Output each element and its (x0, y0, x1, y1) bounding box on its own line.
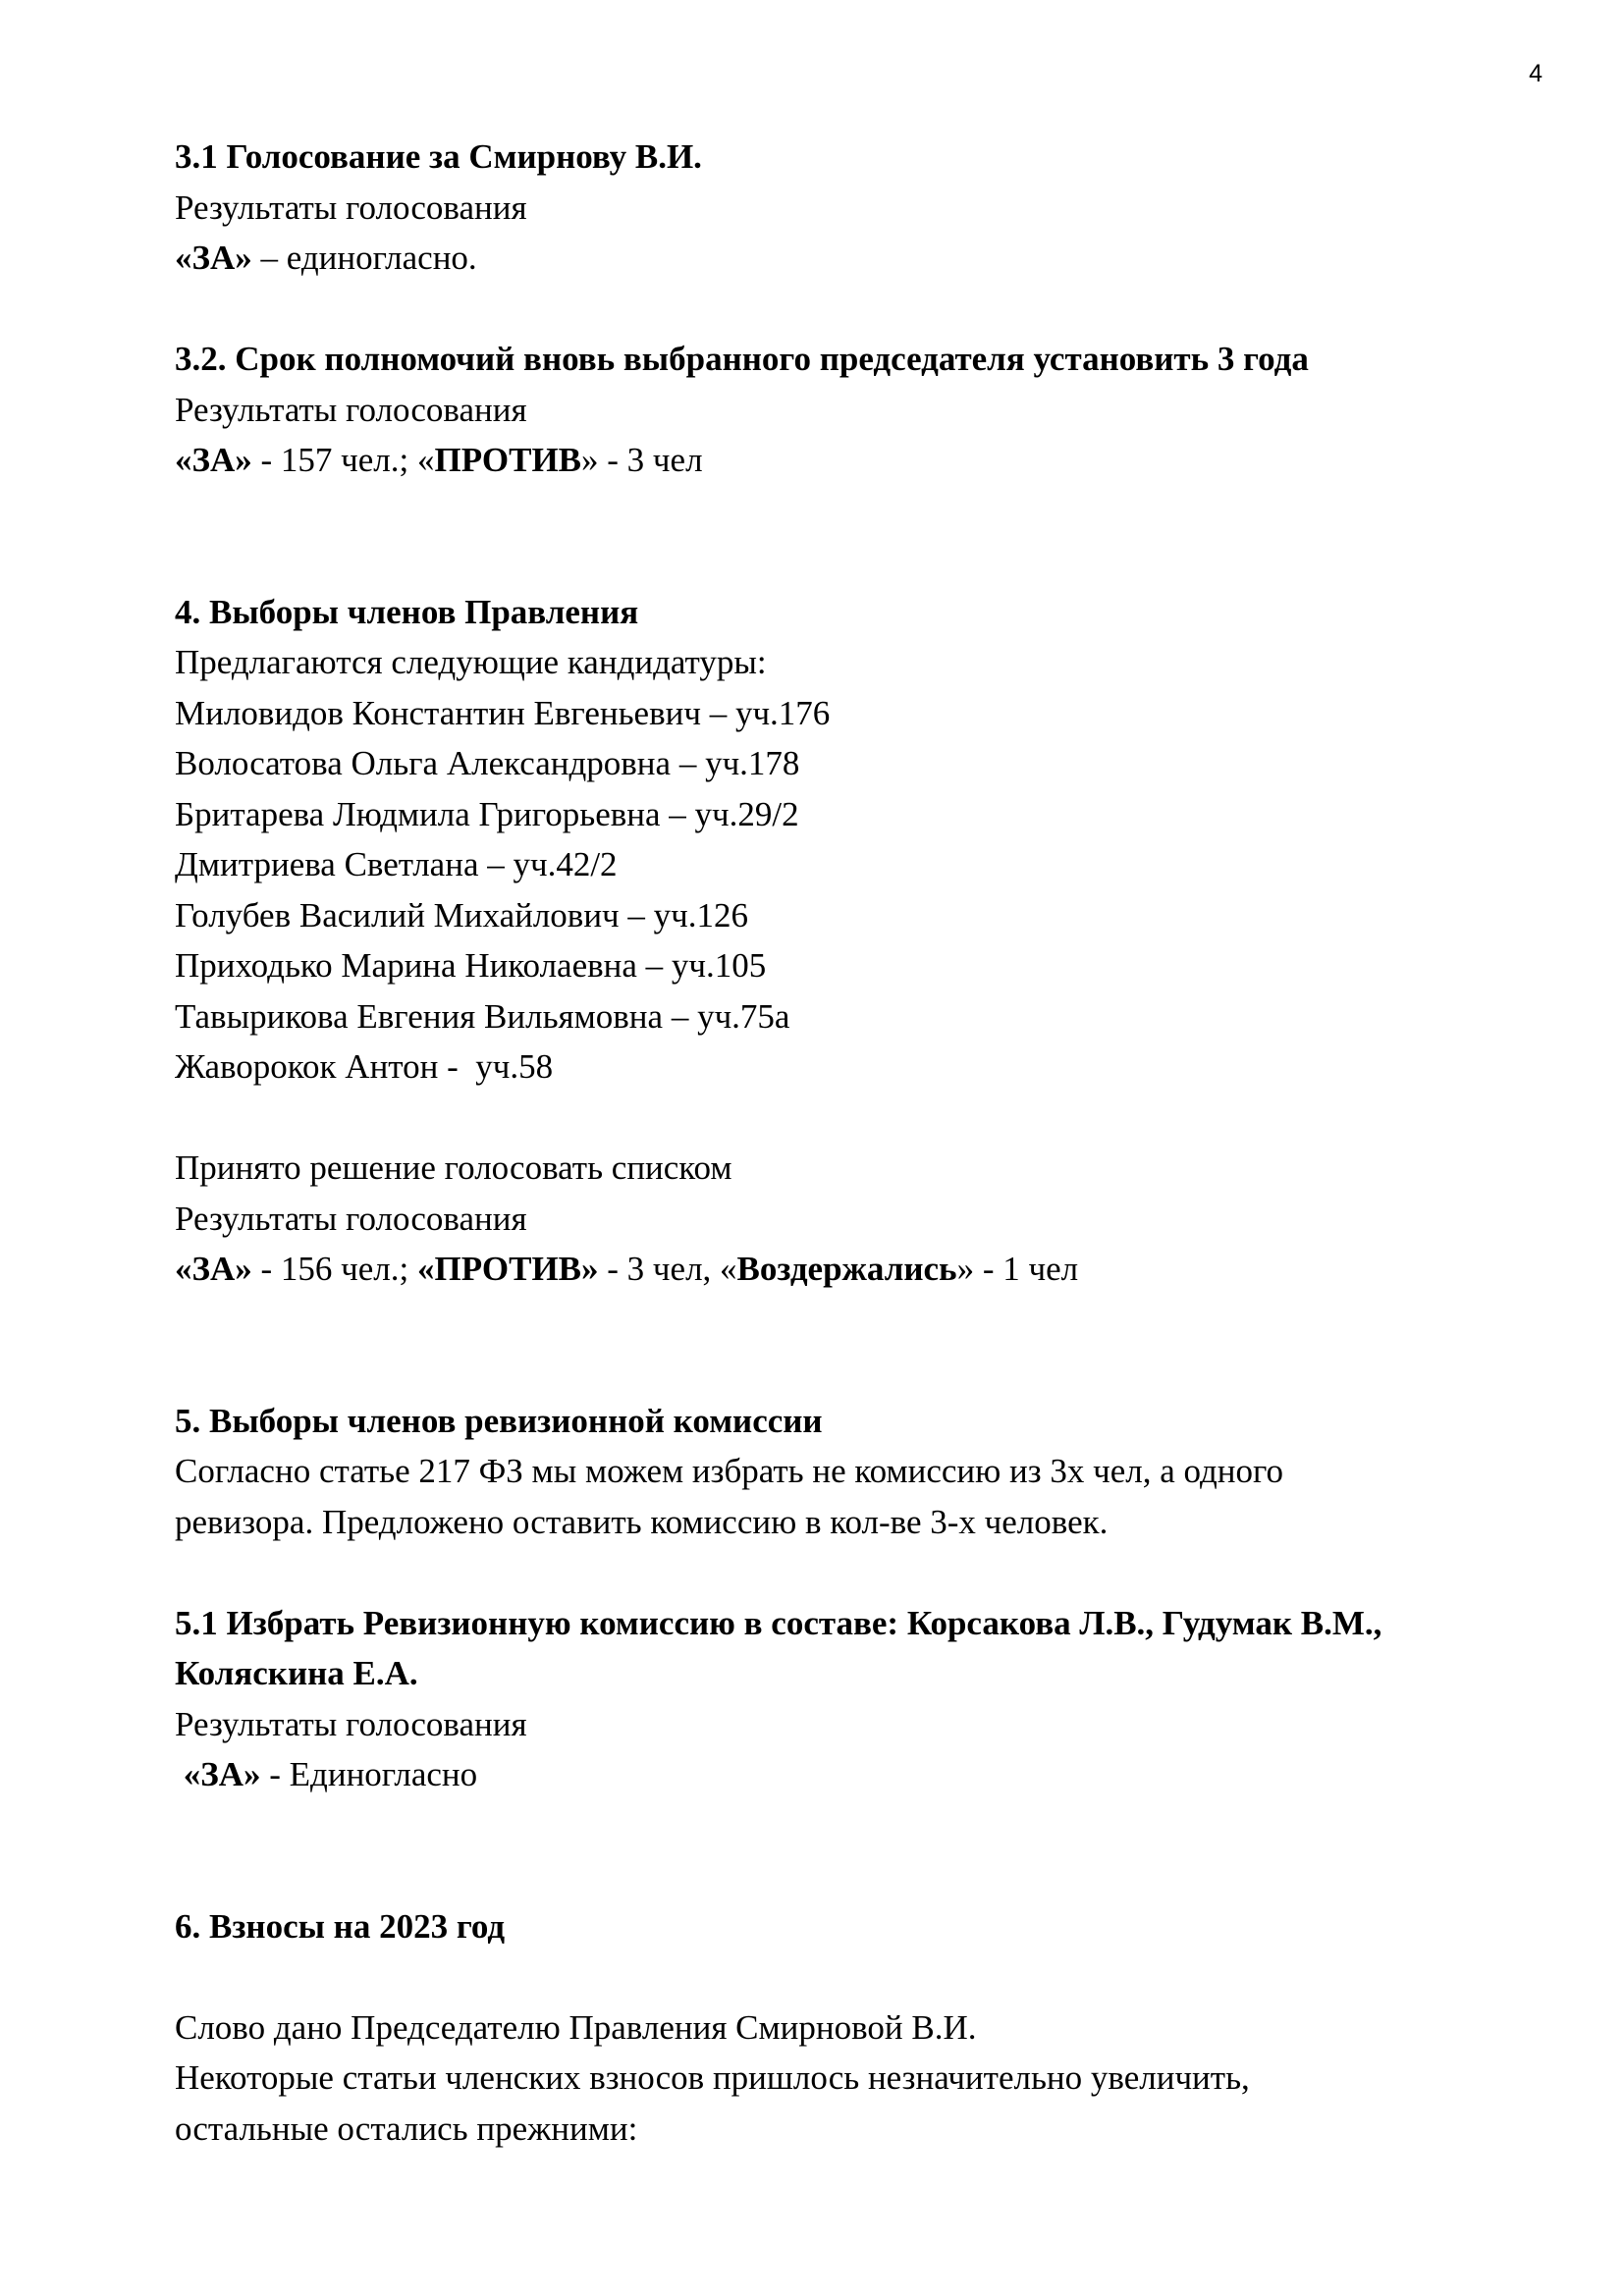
section-6-text-line: Слово дано Председателю Правления Смирновой В.И. (175, 2007, 977, 2047)
vote-za-label: «ЗА» (183, 1755, 261, 1793)
vote-protiv-count: - 3 чел, « (598, 1250, 737, 1288)
section-6-text-line: остальные остались прежними: (175, 2109, 638, 2148)
vote-protiv-label: ПРОТИВ (434, 441, 582, 479)
section-5-1-heading-cont: Коляскина Е.А. (175, 1654, 418, 1692)
page-number: 4 (1529, 60, 1543, 87)
section-5-1-result (175, 1749, 1549, 1800)
section-4-result (175, 1244, 1549, 1295)
section-4-results-label: Результаты голосования (175, 1199, 527, 1238)
candidate-item: Бритарева Людмила Григорьевна – уч.29/2 (175, 794, 799, 833)
section-4-heading: 4. Выборы членов Правления (175, 592, 639, 631)
vote-result-text: – единогласно. (251, 239, 477, 277)
vote-za-count: - 157 чел.; « (251, 441, 435, 479)
section-5-1-heading: 5.1 Избрать Ревизионную комиссию в составе: Корсакова Л.В., Гудумак В.М., (175, 1603, 1382, 1642)
vote-za-count: - 156 чел.; (251, 1250, 417, 1288)
vote-abstain-count: » - 1 чел (956, 1250, 1079, 1288)
section-3-1-results-label: Результаты голосования (175, 187, 527, 227)
section-3-1-result (175, 233, 1549, 284)
section-3-1-heading: 3.1 Голосование за Смирнову В.И. (175, 137, 702, 176)
candidate-item: Голубев Василий Михайлович – уч.126 (175, 895, 749, 934)
spacer (175, 1093, 1549, 1144)
vote-protiv-count: » - 3 чел (581, 441, 703, 479)
vote-za-label: «ЗА» (175, 441, 252, 479)
section-3-2-results-label: Результаты голосования (175, 390, 527, 429)
candidate-item: Миловидов Константин Евгеньевич – уч.176 (175, 693, 831, 732)
candidate-item: Дмитриева Светлана – уч.42/2 (175, 845, 618, 883)
spacer (175, 1800, 1549, 1901)
section-3-2-result (175, 435, 1549, 486)
vote-za-label: «ЗА» (175, 1250, 252, 1288)
section-6-text-line: Некоторые статьи членских взносов пришлось незначительно увеличить, (175, 2058, 1250, 2097)
candidate-item: Волосатова Ольга Александровна – уч.178 (175, 744, 800, 782)
vote-abstain-label: Воздержались (736, 1250, 957, 1288)
section-5-1-results-label: Результаты голосования (175, 1704, 527, 1743)
spacer (175, 486, 1549, 587)
section-3-2-heading: 3.2. Срок полномочий вновь выбранного председателя установить 3 года (175, 340, 1309, 378)
candidate-item: Жаворокок Антон - уч.58 (175, 1047, 554, 1086)
vote-za-label: «ЗА» (175, 239, 252, 277)
candidate-item: Тавырикова Евгения Вильямовна – уч.75а (175, 996, 790, 1036)
vote-protiv-label: «ПРОТИВ» (416, 1250, 599, 1288)
leading-space (175, 1755, 184, 1793)
spacer (175, 284, 1549, 335)
vote-result-text: - Единогласно (260, 1755, 478, 1793)
section-4-decision: Принято решение голосовать списком (175, 1148, 732, 1187)
document-body (175, 132, 1549, 2154)
spacer (175, 1295, 1549, 1396)
section-6-heading: 6. Взносы на 2023 год (175, 1906, 506, 1946)
spacer (175, 1547, 1549, 1598)
section-5-text-line: ревизора. Предложено оставить комиссию в кол-ве 3-х человек. (175, 1502, 1109, 1541)
section-5-heading: 5. Выборы членов ревизионной комиссии (175, 1401, 823, 1440)
spacer (175, 1951, 1549, 2002)
candidate-item: Приходько Марина Николаевна – уч.105 (175, 946, 767, 985)
section-4-intro: Предлагаются следующие кандидатуры: (175, 643, 767, 681)
section-5-text-line: Согласно статье 217 ФЗ мы можем избрать не комиссию из 3х чел, а одного (175, 1452, 1284, 1490)
